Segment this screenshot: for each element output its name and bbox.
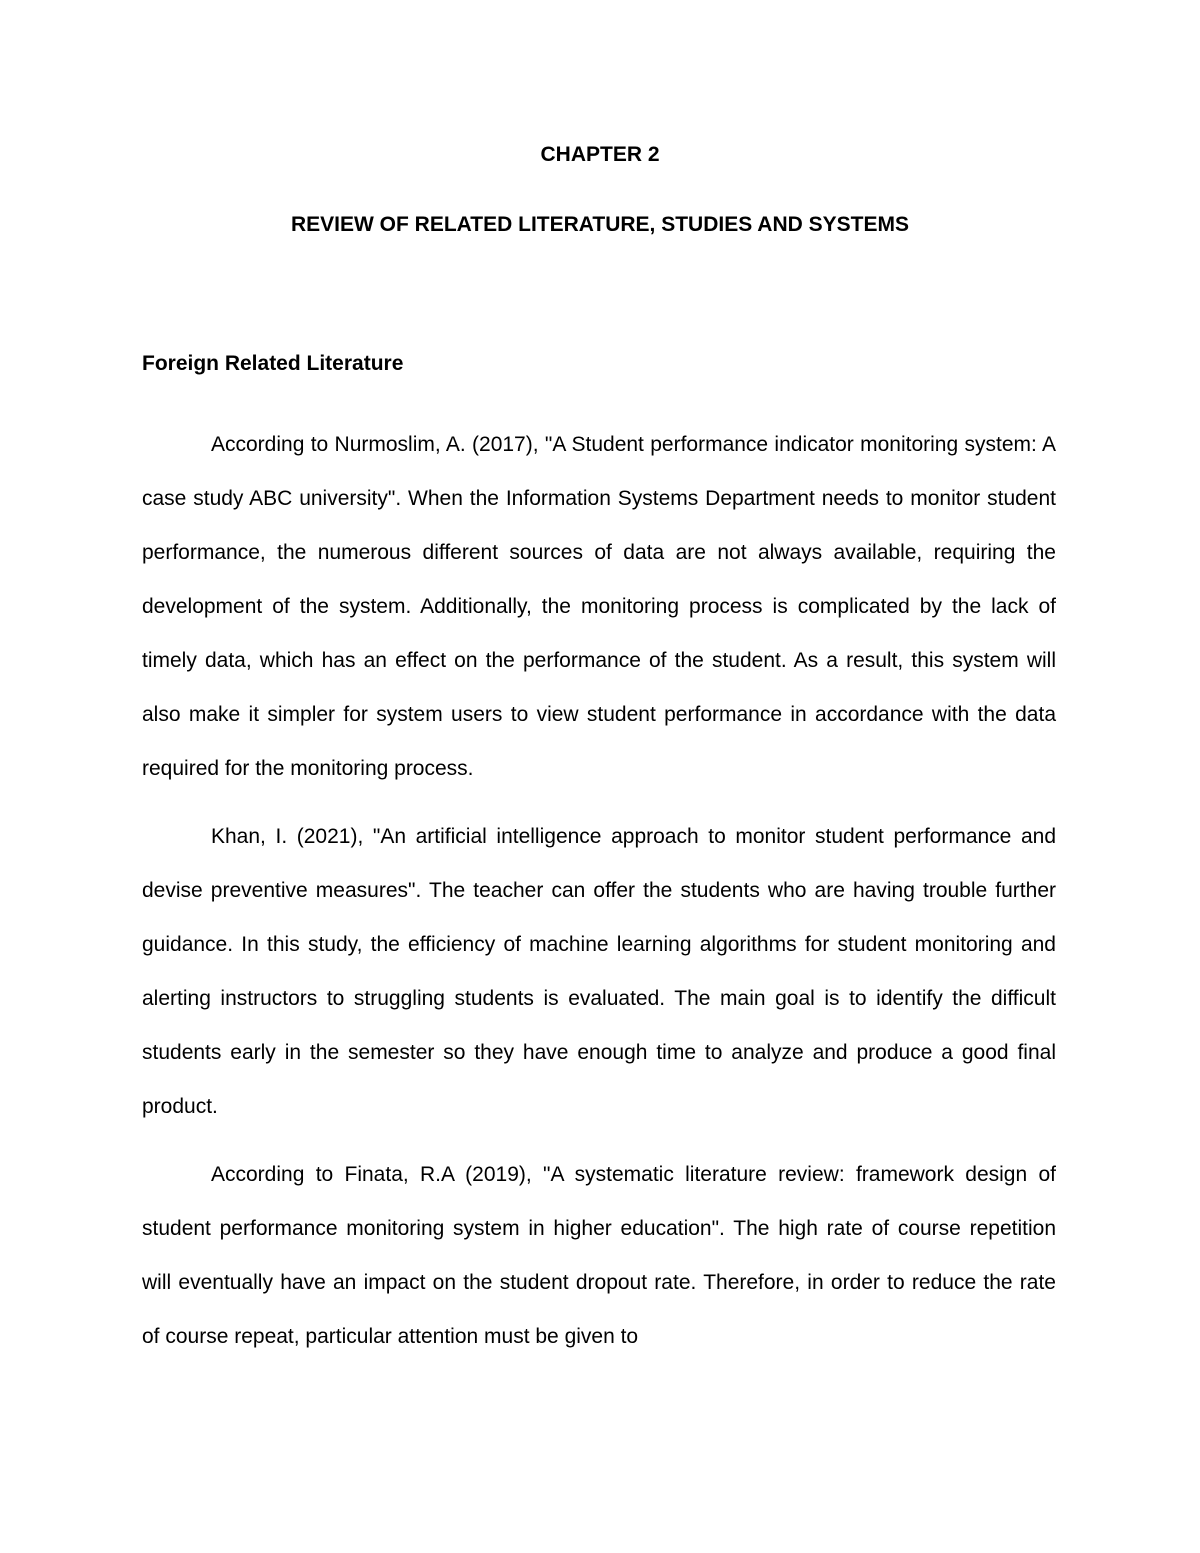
paragraph-khan: Khan, I. (2021), "An artificial intelligence approach to monitor student performance and devise preventive measures". The teacher can offer the students who are having trouble further guidance. In this study, the efficiency of machine learning algorithms for student monitoring and alerting instructors to struggling students is evaluated. The main goal is to identify the difficult students early in the semester so they have enough time to analyze and produce a good final product.	[142, 825, 1056, 1118]
body-text	[142, 418, 1056, 1378]
chapter-subtitle: REVIEW OF RELATED LITERATURE, STUDIES AND SYSTEMS	[291, 213, 909, 236]
section-heading: Foreign Related Literature	[142, 352, 404, 375]
paragraph-nurmoslim: According to Nurmoslim, A. (2017), "A Student performance indicator monitoring system: A case study ABC university". When the Information Systems Department needs to monitor student performance, the numerous different sources of data are not always available, requiring the development of the system. Additionally, the monitoring process is complicated by the lack of timely data, which has an effect on the performance of the student. As a result, this system will also make it simpler for system users to view student performance in accordance with the data required for the monitoring process.	[142, 433, 1056, 780]
chapter-title: CHAPTER 2	[540, 143, 660, 166]
paragraph-finata: According to Finata, R.A (2019), "A systematic literature review: framework design of student performance monitoring system in higher education". The high rate of course repetition will eventually have an impact on the student dropout rate. Therefore, in order to reduce the rate of course repeat, particular attention must be given to	[142, 1163, 1056, 1348]
